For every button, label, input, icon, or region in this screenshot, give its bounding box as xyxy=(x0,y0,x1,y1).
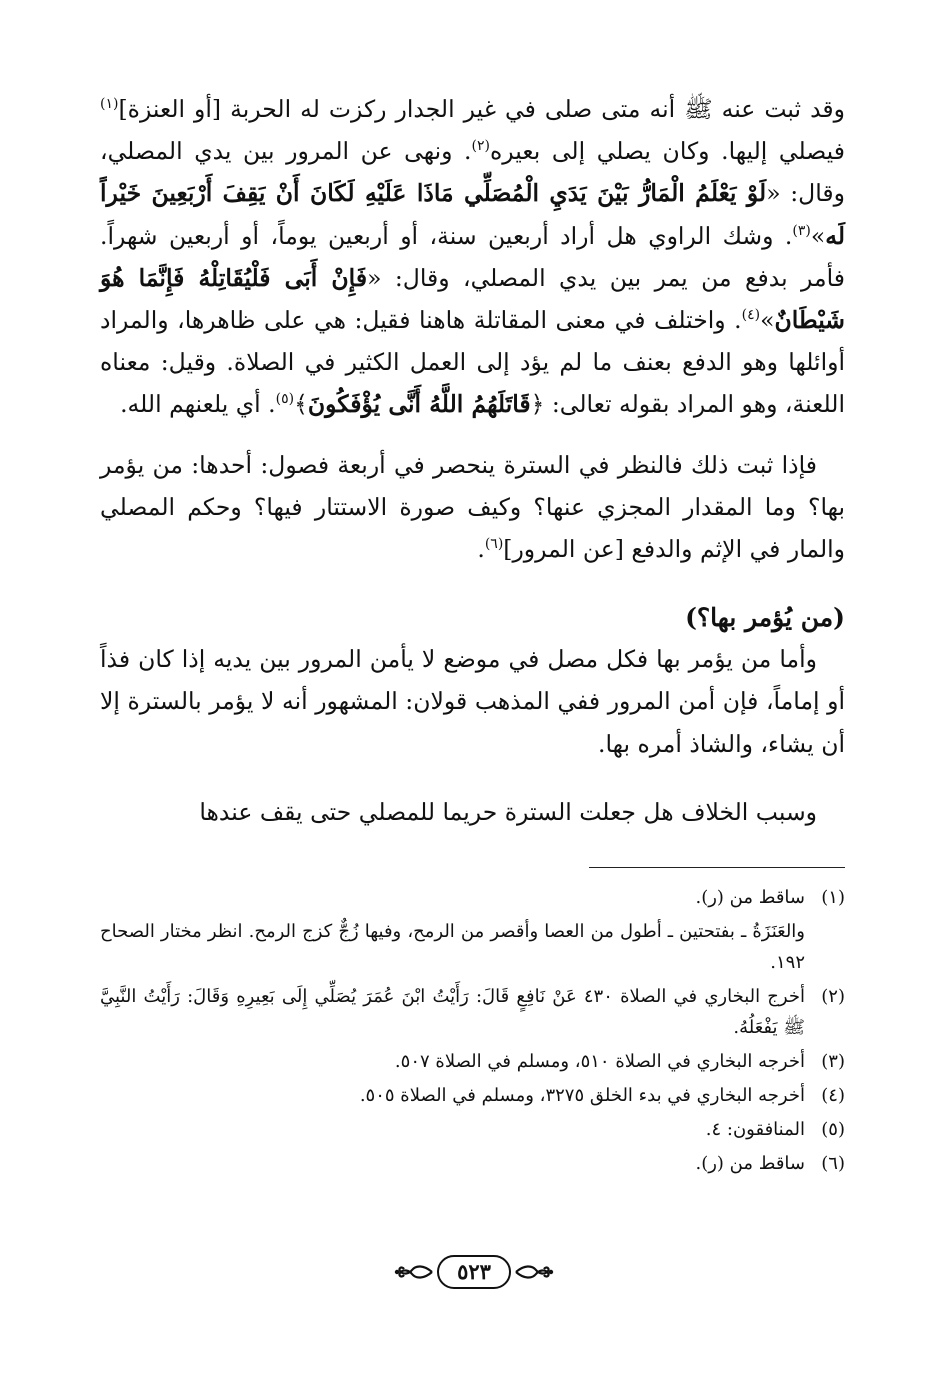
text-run: . xyxy=(477,535,485,564)
paragraph-1 xyxy=(100,88,845,426)
text-run: فإذا ثبت ذلك فالنظر في السترة ينحصر في أربعة فصول: أحدها: من يؤمر بها؟ وما المقدار المجزي عنها؟ وكيف صورة الاستتار فيها؟ وحكم المصلي والمار في الإثم والدفع [عن المرور] xyxy=(100,450,845,564)
footnotes-list xyxy=(100,882,845,1179)
hadith-quote-1: لَوْ يَعْلَمُ الْمَارُّ بَيْنَ يَدَيِ الْمُصَلِّي مَاذَا عَلَيْهِ لَكَانَ أَنْ يَقِفَ أَرْبَعِينَ خَيْراً لَه xyxy=(100,179,845,250)
text-run: » xyxy=(810,221,826,250)
hadith-quote-2: فَإِنْ أَبَى فَلْيُقَاتِلْهُ فَإِنَّمَا هُوَ شَيْطَانٌ xyxy=(100,263,845,335)
footnote-number: (٥) xyxy=(821,1119,845,1141)
paragraph-2 xyxy=(100,444,845,571)
page-content xyxy=(100,88,845,1182)
text-run: . أي يلعنهم الله. xyxy=(120,390,276,419)
text-run: . ونهى عن المرور بين يدي المصلي، وقال: « xyxy=(100,137,845,208)
footnote-number: (١) xyxy=(821,887,845,909)
footnote-item xyxy=(100,916,845,978)
section-heading: (من يُؤمر بها؟) xyxy=(685,603,845,633)
text-run: . وشك الراوي هل أراد أربعين سنة، أو أربعين يوماً، أو أربعين شهراً. فأمر بدفع من يمر بين يدي المصلي، وقال: « xyxy=(100,221,845,292)
footnote-number: (٢) xyxy=(821,986,845,1008)
flourish-right-icon xyxy=(514,1261,554,1283)
footnote-item xyxy=(100,882,845,913)
footnote-number xyxy=(805,916,845,978)
footnote-item xyxy=(100,981,845,1043)
footnote-text: المنافقون: ٤. xyxy=(705,1119,805,1141)
footnote-number: (٤) xyxy=(821,1085,845,1107)
footnote-number: (٦) xyxy=(821,1153,845,1175)
footnote-item xyxy=(100,1046,845,1077)
flourish-left-icon xyxy=(394,1261,434,1283)
footnote-number: (٣) xyxy=(821,1051,845,1073)
text-run: . واختلف في معنى المقاتلة هاهنا فقيل: هي على ظاهرها، والمراد أوائلها وهو الدفع بعنف ما لم يؤد إلى العمل الكثير في الصلاة. وقيل: معناه اللعنة، وهو المراد بقوله تعالى: ﴿ xyxy=(100,306,845,419)
footnote-ref-6[interactable]: (٦) xyxy=(484,536,504,553)
text-run: ﴾ xyxy=(294,390,308,419)
footnote-item xyxy=(100,1080,845,1111)
page-footer xyxy=(0,1255,948,1289)
footnote-item xyxy=(100,1114,845,1145)
footnote-text: أخرجه البخاري في بدء الخلق ٣٢٧٥، ومسلم في الصلاة ٥٠٥. xyxy=(359,1085,805,1107)
footnote-ref-4[interactable]: (٤) xyxy=(741,307,761,324)
footnote-text: والعَنَزَةُ ـ بفتحتين ـ أطول من العصا وأقصر من الرمح، وفيها زُجٌّ كزج الرمح. انظر مختار الصحاح ١٩٢. xyxy=(100,921,805,974)
footnote-item xyxy=(100,1148,845,1179)
text-run: » xyxy=(760,306,775,335)
paragraph-4: وسبب الخلاف هل جعلت السترة حريما للمصلي حتى يقف عندها xyxy=(199,797,817,826)
footnote-text: ساقط من (ر). xyxy=(695,1153,805,1175)
footnote-ref-2[interactable]: (٢) xyxy=(471,138,490,155)
footnote-ref-5[interactable]: (٥) xyxy=(275,391,295,408)
footnote-text: أخرج البخاري في الصلاة ٤٣٠ عَنْ نَافِعٍ قَالَ: رَأَيْتُ ابْنَ عُمَرَ يُصَلِّي إِلَى بَعِيرِهِ وَقَالَ: رَأَيْتُ النَّبِيَّ ﷺ يَفْعَلُهُ. xyxy=(100,986,805,1039)
footnote-divider xyxy=(589,867,845,868)
quran-quote: قَاتَلَهُمُ اللَّهُ أَنَّى يُؤْفَكُونَ xyxy=(307,390,531,419)
text-run: فيصلي إليها. وكان يصلي إلى بعيره xyxy=(490,137,845,166)
page-ornament xyxy=(394,1255,554,1289)
footnote-text: ساقط من (ر). xyxy=(695,887,805,909)
footnote-text: أخرجه البخاري في الصلاة ٥١٠، ومسلم في الصلاة ٥٠٧. xyxy=(394,1051,805,1073)
paragraph-3: وأما من يؤمر بها فكل مصل في موضع لا يأمن المرور بين يديه إذا كان فذاً أو إماماً، فإن أمن المرور ففي المذهب قولان: المشهور أنه لا يؤمر بالسترة إلا أن يشاء، والشاذ أمره بها. xyxy=(100,645,846,758)
footnote-ref-1[interactable]: (١) xyxy=(100,96,119,113)
text-run: وقد ثبت عنه ﷺ أنه متى صلى في غير الجدار ركزت له الحربة [أو العنزة] xyxy=(118,95,845,123)
page-number: ٥٢٣ xyxy=(437,1255,511,1289)
footnote-ref-3[interactable]: (٣) xyxy=(792,222,811,239)
